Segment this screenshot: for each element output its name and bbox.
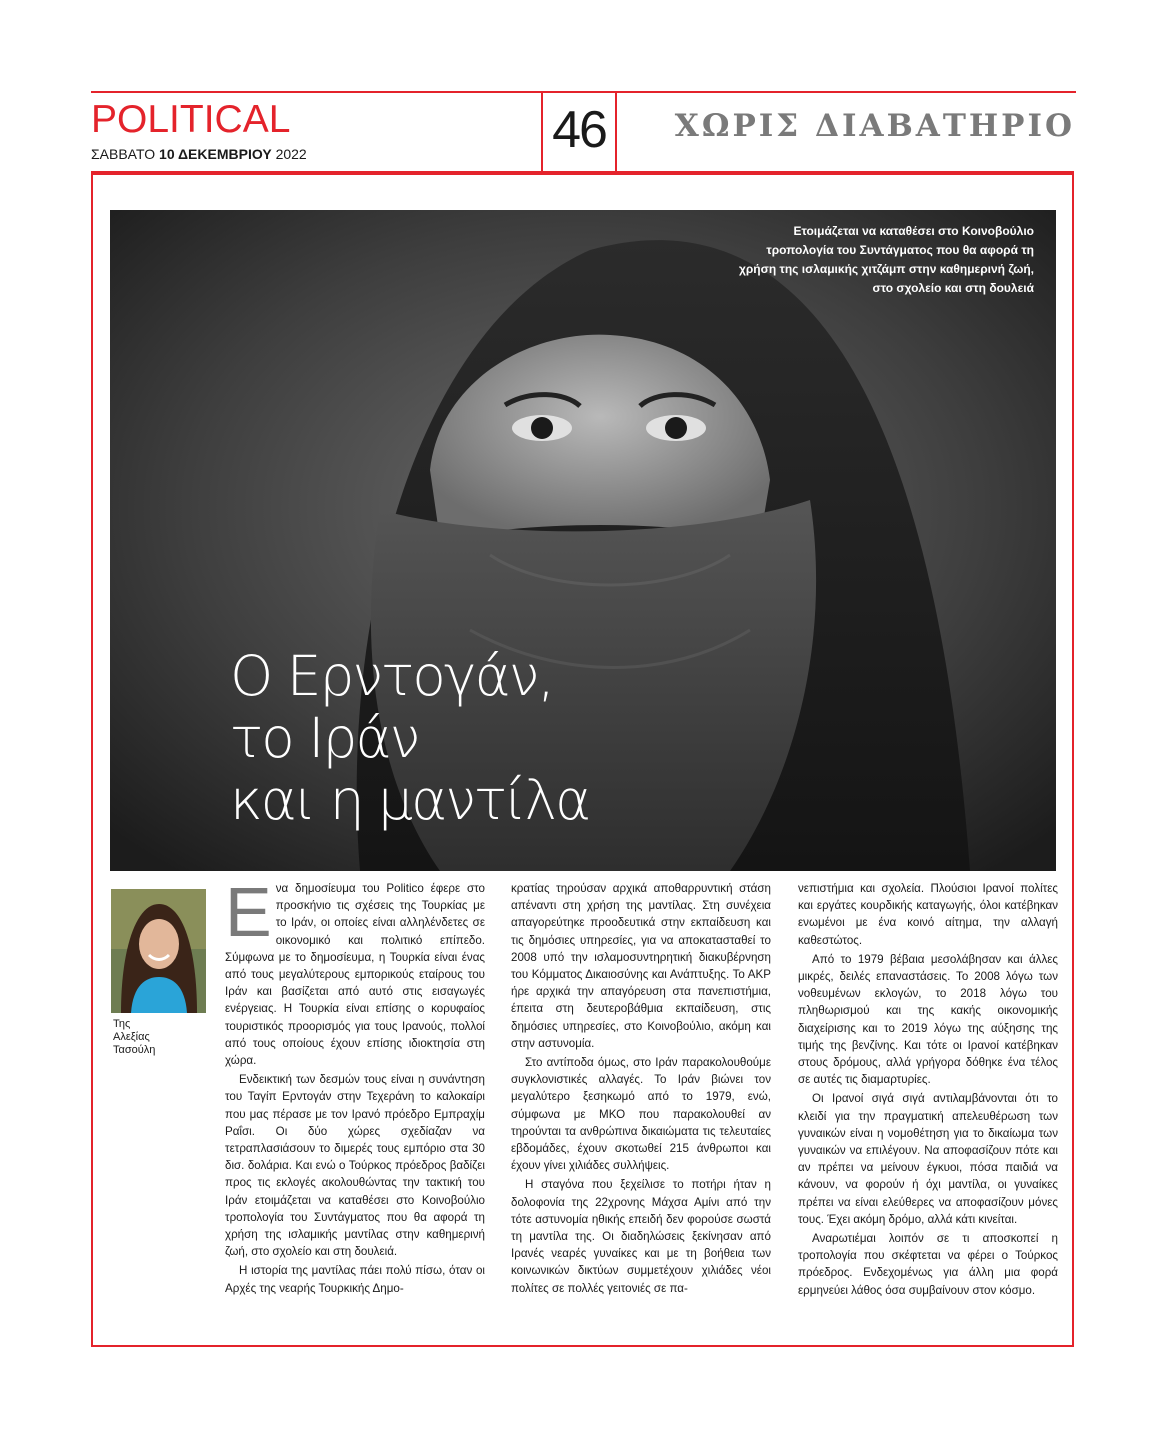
paragraph: να δημοσίευμα του Politico έφερε στο προσκήνιο τις σχέσεις της Τουρκίας με το Ιράν, οι οποίες είναι αλληλένδετες σε οικονομικό και πολιτικό επίπεδο. Σύμφωνα με το δημοσίευμα, η Τουρκία είναι ένας από τους μεγαλύτερους εμπορικούς εταίρους του Ιράν και βασίζεται από αυτό στις εισαγωγές ενέργειας. Η Τουρκία είναι επίσης ο κορυφαίος τουριστικός προορισμός για τους Ιρανούς, πολλοί από τους οποίους έχουν επίσης ιδιοκτησία στη χώρα.	[225, 882, 485, 1068]
paragraph: Ενδεικτική των δεσμών τους είναι η συνάντηση του Ταγίπ Ερντογάν στην Τεχεράνη το καλοκαίρι που μας πέρασε με τον Ιρανό πρόεδρο Εμπραχίμ Ραΐσι. Οι δύο χώρες σχεδίαζαν να τετραπλασιάσουν το διμερές τους εμπόριο στα 30 δισ. δολάρια. Και ενώ ο Τούρκος πρόεδρος βαδίζει προς τις εκλογές ακολουθώντας την τακτική του Ιράν ετοιμάζεται να καταθέσει στο Κοινοβούλιο τροπολογία του Συντάγματος που θα αφορά τη χρήση της ισλαμικής μαντίλας στην καθημερινή ζωή, στο σχολείο και στη δουλειά.	[225, 1073, 485, 1259]
issue-date	[91, 146, 307, 162]
page-number: 46	[552, 101, 606, 159]
drop-cap: Ε	[225, 873, 272, 951]
paragraph: κρατίας τηρούσαν αρχικά αποθαρρυντική στάση απέναντι στη χρήση της μαντίλας. Στη συνέχεια απαγορεύτηκε προοδευτικά στην εκπαίδευση και τις δημόσιες υπηρεσίες, για να αποκατασταθεί το 2008 υπό την ισλαμοσυντηρητική διακυβέρνηση του Κόμματος Δικαιοσύνης και Ανάπτυξης. Το ΑΚΡ ήρε αρχικά την απαγόρευση στα πανεπιστήμια, έπειτα στη δευτεροβάθμια εκπαίδευση, στις δημόσιες υπηρεσίες, στο Κοινοβούλιο, ακόμη και στην αστυνομία.	[511, 882, 771, 1050]
article-column-2	[511, 880, 771, 1299]
photo-caption: Ετοιμάζεται να καταθέσει στο Κοινοβούλιο τροπολογία του Συντάγματος που θα αφορά τη χρήση της ισλαμικής χιτζάμπ στην καθημερινή ζωή, στο σχολείο και στη δουλειά	[738, 224, 1034, 295]
author-photo	[111, 889, 206, 1013]
date-bold: 10 ΔΕΚΕΜΒΡΙΟΥ	[159, 146, 272, 162]
paragraph: Στο αντίποδα όμως, στο Ιράν παρακολουθούμε συγκλονιστικές αλλαγές. Το Ιράν βιώνει τον μεγαλύτερο ξεσηκωμό από το 1979, ενώ, σύμφωνα με ΜΚΟ που παρακολουθεί αν τηρούνται τα ανθρώπινα δικαιώματα τις τελευταίες εβδομάδες, έχουν σκοτωθεί 215 άνθρωποι και έχουν γίνει χιλιάδες συλλήψεις.	[511, 1056, 771, 1173]
headline-line-1: Ο Ερντογάν,	[230, 644, 553, 708]
article-column-1	[225, 873, 485, 1299]
byline-line-1: Της	[113, 1018, 131, 1030]
paragraph: νεπιστήμια και σχολεία. Πλούσιοι Ιρανοί πολίτες και εργάτες κουρδικής καταγωγής, όλοι κατέβηκαν ενωμένοι με ένα κοινό αίτημα, την αλλαγή καθεστώτος.	[798, 882, 1058, 947]
headline-line-3: και η μαντίλα	[230, 768, 590, 832]
section-title: ΧΩΡΙΣ ΔΙΑΒΑΤΗΡΙΟ	[674, 108, 1075, 144]
article-column-3	[798, 880, 1058, 1301]
byline-line-3: Τασούλη	[113, 1044, 156, 1056]
author-byline	[113, 1018, 155, 1057]
paragraph: Η σταγόνα που ξεχείλισε το ποτήρι ήταν η δολοφονία της 22χρονης Μάχσα Αμίνι από την τότε αστυνομία ηθικής επειδή δεν φορούσε σωστά τη μαντίλα της. Οι διαδηλώσεις ξεκίνησαν από Ιρανές νεαρές γυναίκες και με τη βοήθεια των κοινωνικών δικτύων συμμετέχουν χιλιάδες νέοι πολίτες σε πολλές γειτονιές σε πα-	[511, 1178, 771, 1295]
article-headline	[230, 645, 589, 831]
date-suffix: 2022	[271, 146, 307, 162]
paragraph: Από το 1979 βέβαια μεσολάβησαν και άλλες μικρές, δειλές επαναστάσεις. Το 2008 λόγω των νοθευμένων εκλογών, το 2018 λόγω του πληθωρισμού και της κακής οικονομικής διαχείρισης και το 2019 λόγω της αύξησης της τιμής της βενζίνης. Και τότε οι Ιρανοί κατέβηκαν στους δρόμους, αλλά γρήγορα δόθηκε ένα τέλος σε αυτές τις διαμαρτυρίες.	[798, 952, 1058, 1087]
date-prefix: ΣΑΒΒΑΤΟ	[91, 146, 160, 162]
paragraph: Οι Ιρανοί σιγά σιγά αντιλαμβάνονται ότι το κλειδί για την πραγματική απελευθέρωση των γυναικών είναι η νομοθέτηση για το δικαίωμα των γυναικών να επιλέγουν. Να αποφασίζουν πότε και αν πρέπει να μείνουν έγκυοι, πόσα παιδιά να κάνουν, να φορούν ή όχι μαντίλα, οι γυναίκες πρέπει να είναι ελεύθερες να αποφασίζουν μόνες τους. Έχει ακόμη δρόμο, αλλά κάτι κινείται.	[798, 1092, 1058, 1226]
paragraph: Η ιστορία της μαντίλας πάει πολύ πίσω, όταν οι Αρχές της νεαρής Τουρκικής Δημο-	[225, 1264, 485, 1295]
headline-line-2: το Ιράν	[230, 706, 419, 770]
paragraph: Αναρωτιέμαι λοιπόν σε τι αποσκοπεί η τροπολογία που σκέφτεται να φέρει ο Τούρκος πρόεδρος. Ενδεχομένως για άλλη μια φορά ερμηνεύει λάθος όσα συμβαίνουν στον κόσμο.	[798, 1232, 1058, 1297]
publication-brand: POLITICAL	[91, 98, 291, 141]
byline-line-2: Αλεξίας	[113, 1031, 150, 1043]
